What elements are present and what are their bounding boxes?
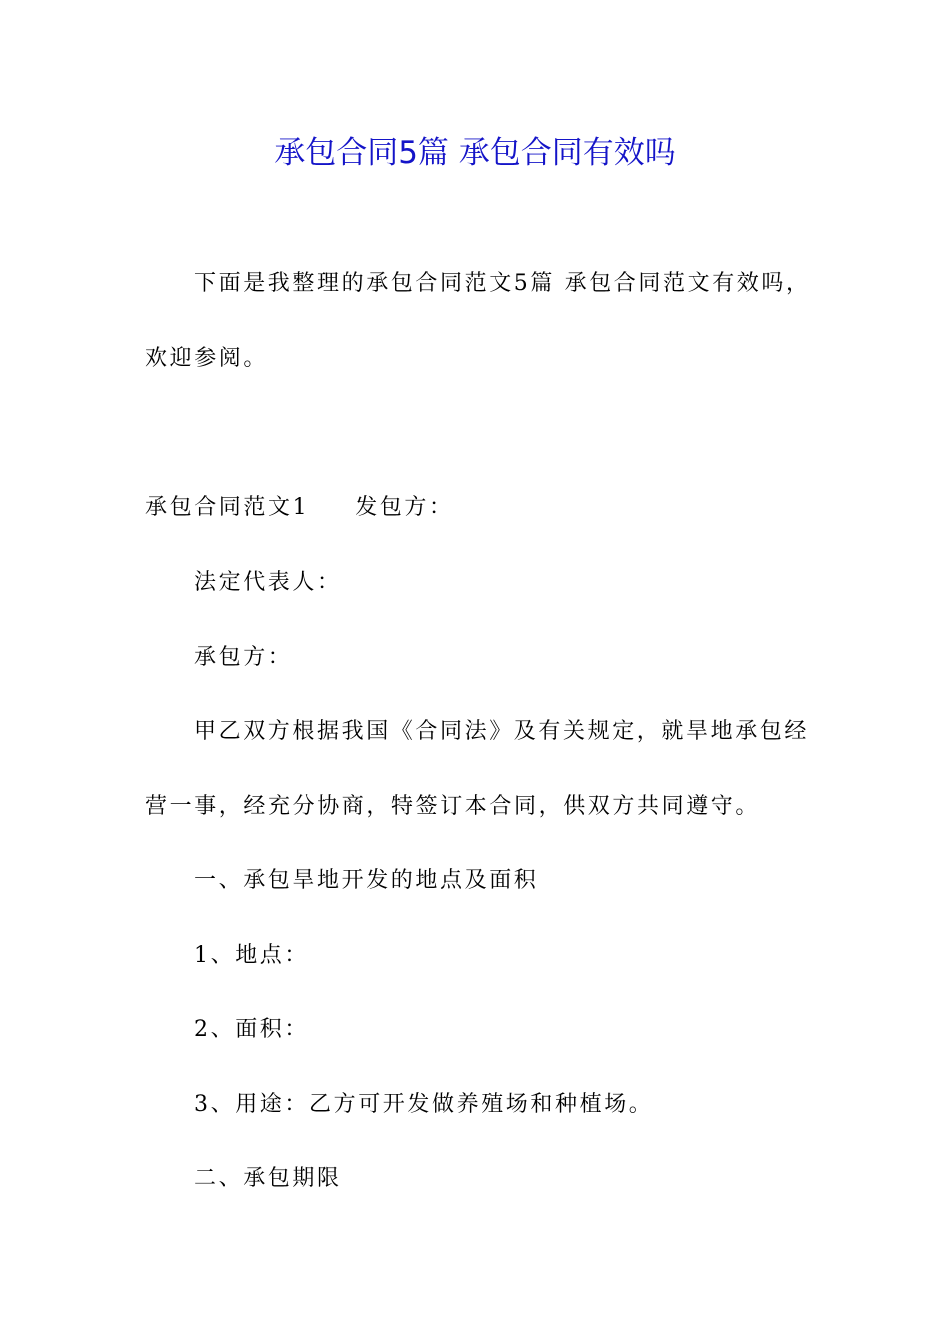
intro-line-1: 下面是我整理的承包合同范文5篇 承包合同范文有效吗， <box>194 271 811 296</box>
clause-one-item-1: 1、地点： <box>194 943 309 968</box>
clause-one-item-3: 3、用途：乙方可开发做养殖场和种植场。 <box>194 1092 654 1117</box>
party-a-label: 发包方： <box>355 495 454 520</box>
paragraph-1-line-1: 甲乙双方根据我国《合同法》及有关规定，就旱地承包经 <box>194 719 810 744</box>
clause-two-heading: 二、承包期限 <box>194 1166 342 1191</box>
document-title: 承包合同5篇 承包合同有效吗 <box>274 135 676 171</box>
section-heading-row <box>145 492 454 524</box>
clause-one-heading: 一、承包旱地开发的地点及面积 <box>194 868 539 893</box>
legal-rep-label: 法定代表人： <box>194 570 342 595</box>
section-heading: 承包合同范文1 <box>145 495 310 520</box>
clause-one-item-2: 2、面积： <box>194 1017 309 1042</box>
party-b-label: 承包方： <box>194 645 293 670</box>
intro-line-2: 欢迎参阅。 <box>145 346 269 371</box>
paragraph-1-line-2: 营一事，经充分协商，特签订本合同，供双方共同遵守。 <box>145 794 761 819</box>
